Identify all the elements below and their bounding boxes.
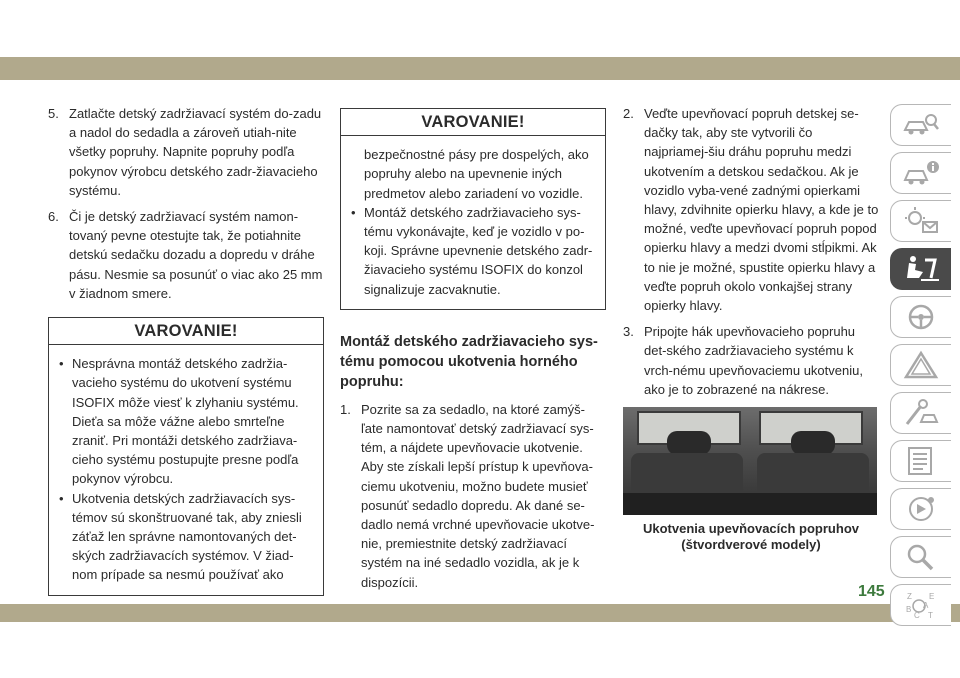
warning-bullet xyxy=(351,203,597,299)
bullet-text: Nesprávna montáž detského zadržia-vacieho systému do ukotvení systému ISOFIX môže viesť k zlyhaniu systému. Dieťa sa môže vážne alebo smrteľne zraniť. Pri montáži detského zadržiava-cieho systému postupujte presne podľa pokynov výrobcu. xyxy=(72,356,299,487)
warning-body xyxy=(341,136,605,309)
tab-car-info[interactable] xyxy=(890,152,951,194)
page-number: 145 xyxy=(858,583,885,600)
header-band xyxy=(0,57,960,80)
step-3 xyxy=(623,322,879,399)
index-letter: A xyxy=(923,601,929,610)
warning-bullet xyxy=(59,489,315,585)
index-letter: B xyxy=(906,605,912,614)
rear-seat-photo xyxy=(623,407,877,515)
bullet-dot: • xyxy=(59,356,64,372)
step-number: 1. xyxy=(340,401,351,417)
warning-body xyxy=(49,345,323,594)
multimedia-icon xyxy=(901,494,941,524)
tab-steering-wheel[interactable] xyxy=(890,296,951,338)
step-6 xyxy=(48,207,324,303)
warning-box xyxy=(48,317,324,596)
tab-search[interactable] xyxy=(890,536,951,578)
search-icon xyxy=(901,542,941,572)
step-2 xyxy=(623,104,879,315)
tab-alphabet-index[interactable] xyxy=(890,584,951,626)
step-text: Zatlačte detský zadržiavací systém do-zadu a nadol do sedadla a zároveň utiah-nite všetky popruhy. Napnite popruhy podľa pokynov výrobcu detského zadr-žiavacieho systému. xyxy=(69,106,322,198)
continuation-text: bezpečnostné pásy pre dospelých, ako popruhy alebo na upevnenie iných predmetov alebo zariadení vo vozidle. xyxy=(364,147,589,201)
step-text: Či je detský zadržiavací systém namon-tovaný pevne otestujte tak, že potiahnite detskú sedačku dozadu a dopredu v dráhe pásu. Nesmie sa posunúť o viac ako 25 mm v žiadnom smere. xyxy=(69,209,323,301)
warning-bullet xyxy=(59,354,315,488)
warning-title: VAROVANIE! xyxy=(341,109,605,136)
seat-airbag-icon xyxy=(901,254,941,284)
section-heading: Montáž detského zadržiavacieho sys-tému pomocou ukotvenia horného popruhu: xyxy=(340,333,598,390)
step-1 xyxy=(340,400,606,592)
index-letter: C xyxy=(914,611,920,620)
car-info-icon xyxy=(901,158,941,188)
checklist-icon xyxy=(901,446,941,476)
step-text: Pripojte hák upevňovacieho popruhu det-ského zadržiavacieho systému k vrch-nému upevňovaciemu ukotveniu, ako je to zobrazené na nákrese. xyxy=(644,324,863,397)
tab-multimedia[interactable] xyxy=(890,488,951,530)
tab-checklist[interactable] xyxy=(890,440,951,482)
tab-car-magnifier[interactable] xyxy=(890,104,951,146)
step-number: 6. xyxy=(48,209,59,225)
bullet-text: Ukotvenia detských zadržiavacích sys-témov sú skonštruované tak, aby zniesli záťaž len správne namontovaných det-ských zadržiavacích systémov. V žiad-nom prípade sa nesmú používať ako xyxy=(72,490,302,583)
left-column xyxy=(48,104,324,596)
tab-roadside-warning[interactable] xyxy=(890,344,951,386)
step-number: 3. xyxy=(623,324,634,340)
step-5 xyxy=(48,104,324,200)
tab-seat-airbag[interactable] xyxy=(890,248,951,290)
steering-wheel-icon xyxy=(901,302,941,332)
warning-box-continued xyxy=(340,108,606,310)
index-letter: T xyxy=(928,611,933,620)
bullet-dot: • xyxy=(351,204,356,220)
bullet-dot: • xyxy=(59,490,64,506)
index-letter: Z xyxy=(907,592,912,601)
warning-continuation xyxy=(351,145,597,203)
wrench-car-icon xyxy=(901,398,941,428)
car-magnifier-icon xyxy=(901,110,941,140)
index-letter: E xyxy=(929,592,935,601)
right-column xyxy=(623,104,879,553)
tab-wrench-car[interactable] xyxy=(890,392,951,434)
tab-warning-lights[interactable] xyxy=(890,200,951,242)
step-number: 2. xyxy=(623,106,634,121)
warning-lights-message-icon xyxy=(901,206,941,236)
figure-caption: Ukotvenia upevňovacích popruhov (štvordverové modely) xyxy=(643,521,859,553)
step-text: Pozrite sa za sedadlo, na ktoré zamýš-ľate namontovať detský zadržiavací sys-tém, a nájdete upevňovacie ukotvenie. Aby ste získali lepší prístup k upevňova-ciemu ukotveniu, možno budete musieť posunúť sedadlo dopredu. Ak dané se-dadlo nemá vrchné upevňovacie ukotve-nie, premiestnite detský zadržiavací systém na iné sedadlo vozidla, ak je k dispozícii. xyxy=(361,401,595,590)
step-number: 5. xyxy=(48,106,59,121)
footer-band xyxy=(0,604,960,622)
bullet-text: Montáž detského zadržiavacieho sys-tému vykonávajte, keď je vozidlo v po-koji. Správne upevnenie detského zadr-žiavacieho systému ISOFIX do konzol signalizuje zacvaknutie. xyxy=(364,204,593,297)
step-text: Veďte upevňovací popruh detskej se-dačky tak, aby ste vytvorili čo najpriamej-šiu dráhu popruhu medzi ukotvením a detskou sedačkou. Ak je vozidlo vyba-vené zadnými opierkami hlavy, zdvihnite opierku hlavy, a kde je to možné, veďte upevňovací popruh popod opierku hlavy a medzi dvomi stĺpikmi. Ak to nie je možné, spustite opierku hlavy a veďte popruh okolo vonkajšej strany opierky hlavy. xyxy=(644,106,879,314)
middle-column xyxy=(340,108,606,599)
chapter-tabs xyxy=(890,104,954,632)
warning-title: VAROVANIE! xyxy=(49,318,323,345)
alphabet-index-icon xyxy=(901,590,941,620)
roadside-warning-icon xyxy=(901,350,941,380)
